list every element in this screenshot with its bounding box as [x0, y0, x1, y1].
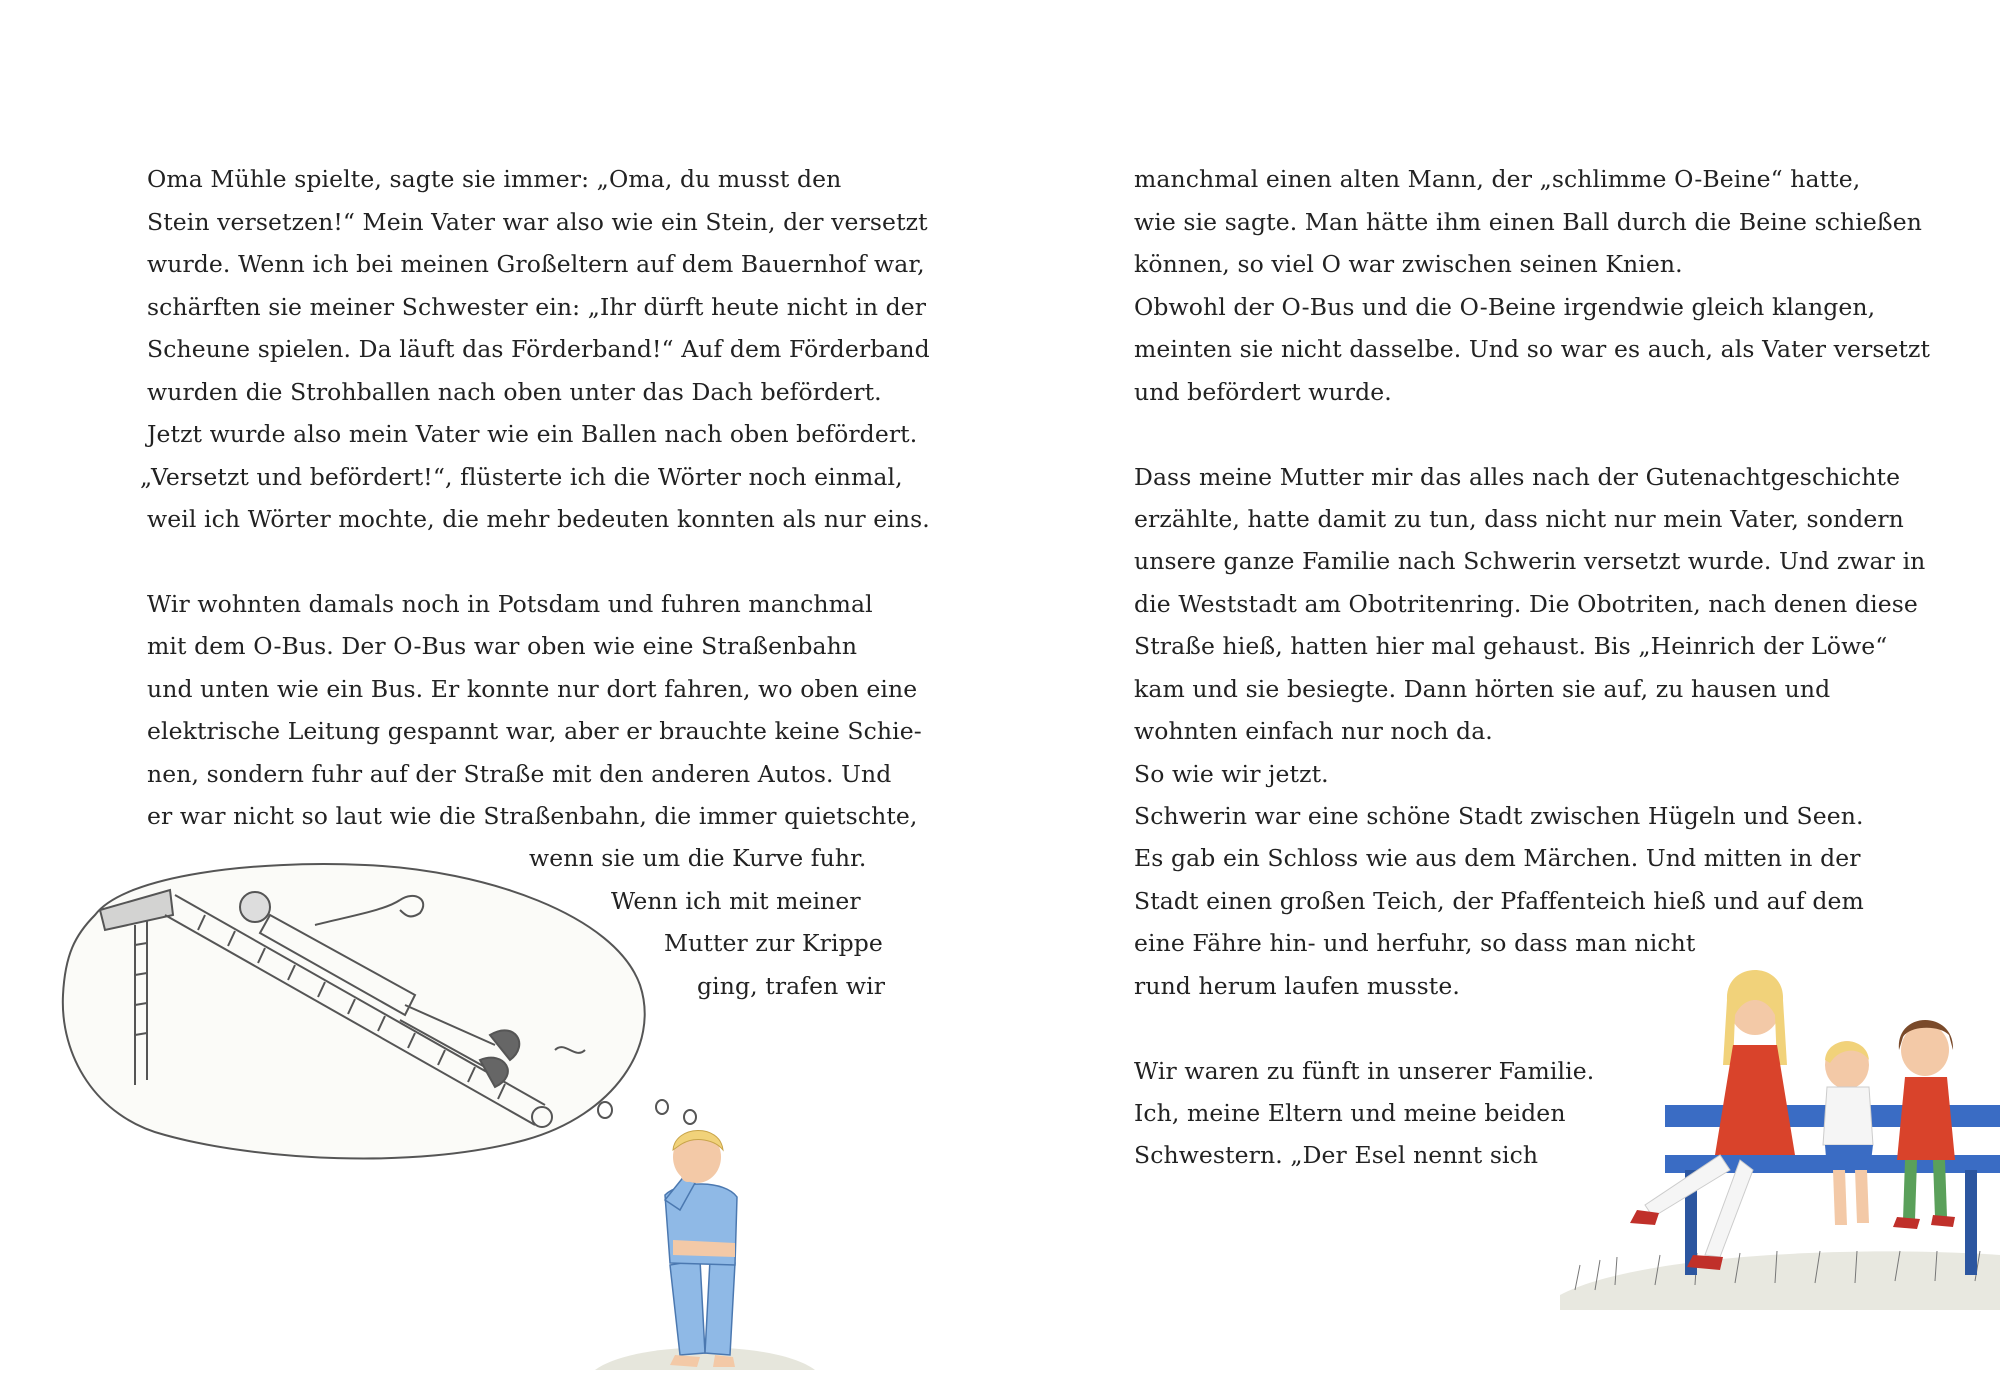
text-line: elektrische Leitung gespannt war, aber er brauchte keine Schie-: [147, 717, 922, 745]
text-line: Mutter zur Krippe: [664, 929, 883, 957]
text-line: nen, sondern fuhr auf der Straße mit den anderen Autos. Und: [147, 760, 892, 788]
text-line: kam und sie besiegte. Dann hörten sie auf, zu hausen und: [1134, 675, 1831, 703]
text-line: So wie wir jetzt.: [1134, 760, 1329, 788]
text-line: manchmal einen alten Mann, der „schlimme O-Beine“ hatte,: [1134, 165, 1861, 193]
text-line: Straße hieß, hatten hier mal gehaust. Bis „Heinrich der Löwe“: [1134, 632, 1888, 660]
text-line: wurden die Strohballen nach oben unter das Dach befördert.: [147, 378, 882, 406]
text-line: wurde. Wenn ich bei meinen Großeltern auf dem Bauernhof war,: [147, 250, 925, 278]
text-line: Wir waren zu fünft in unserer Familie.: [1134, 1057, 1595, 1085]
text-line: „Versetzt und befördert!“, flüsterte ich die Wörter noch einmal,: [140, 463, 903, 491]
text-line: unsere ganze Familie nach Schwerin versetzt wurde. Und zwar in: [1134, 547, 1926, 575]
text-line: Jetzt wurde also mein Vater wie ein Ballen nach oben befördert.: [147, 420, 918, 448]
text-line: Schwerin war eine schöne Stadt zwischen Hügeln und Seen.: [1134, 802, 1864, 830]
text-line: die Weststadt am Obotritenring. Die Obotriten, nach denen diese: [1134, 590, 1918, 618]
text-line: ging, trafen wir: [697, 972, 886, 1000]
text-line: Oma Mühle spielte, sagte sie immer: „Oma, du musst den: [147, 165, 842, 193]
text-line: mit dem O-Bus. Der O-Bus war oben wie eine Straßenbahn: [147, 632, 858, 660]
text-line: rund herum laufen musste.: [1134, 972, 1460, 1000]
text-line: wenn sie um die Kurve fuhr.: [529, 844, 867, 872]
text-line: können, so viel O war zwischen seinen Knien.: [1134, 250, 1683, 278]
text-line: wohnten einfach nur noch da.: [1134, 717, 1493, 745]
text-line: Es gab ein Schloss wie aus dem Märchen. Und mitten in der: [1134, 844, 1861, 872]
text-line: Ich, meine Eltern und meine beiden: [1134, 1099, 1566, 1127]
children-bench-icon: [1555, 955, 2000, 1310]
text-line: schärften sie meiner Schwester ein: „Ihr dürft heute nicht in der: [147, 293, 927, 321]
thought-bubble-icon: [55, 855, 655, 1175]
text-line: erzählte, hatte damit zu tun, dass nicht nur mein Vater, sondern: [1134, 505, 1904, 533]
text-line: meinten sie nicht dasselbe. Und so war es auch, als Vater versetzt: [1134, 335, 1931, 363]
text-line: Stein versetzen!“ Mein Vater war also wie ein Stein, der versetzt: [147, 208, 928, 236]
text-line: Schwestern. „Der Esel nennt sich: [1134, 1141, 1539, 1169]
text-line: Scheune spielen. Da läuft das Förderband!“ Auf dem Förderband: [147, 335, 930, 363]
text-line: Stadt einen großen Teich, der Pfaffenteich hieß und auf dem: [1134, 887, 1864, 915]
text-line: Wir wohnten damals noch in Potsdam und fuhren manchmal: [147, 590, 873, 618]
text-line: eine Fähre hin- und herfuhr, so dass man nicht: [1134, 929, 1696, 957]
text-line: er war nicht so laut wie die Straßenbahn, die immer quietschte,: [147, 802, 918, 830]
text-line: und unten wie ein Bus. Er konnte nur dort fahren, wo oben eine: [147, 675, 918, 703]
right-page: [1000, 0, 2000, 1400]
text-line: Obwohl der O-Bus und die O-Beine irgendwie gleich klangen,: [1134, 293, 1876, 321]
text-line: und befördert wurde.: [1134, 378, 1392, 406]
boy-icon: [585, 1125, 825, 1380]
text-line: wie sie sagte. Man hätte ihm einen Ball durch die Beine schießen: [1134, 208, 1922, 236]
text-line: Dass meine Mutter mir das alles nach der Gutenachtgeschichte: [1134, 463, 1901, 491]
text-line: weil ich Wörter mochte, die mehr bedeuten konnten als nur eins.: [147, 505, 930, 533]
text-line: Wenn ich mit meiner: [611, 887, 861, 915]
